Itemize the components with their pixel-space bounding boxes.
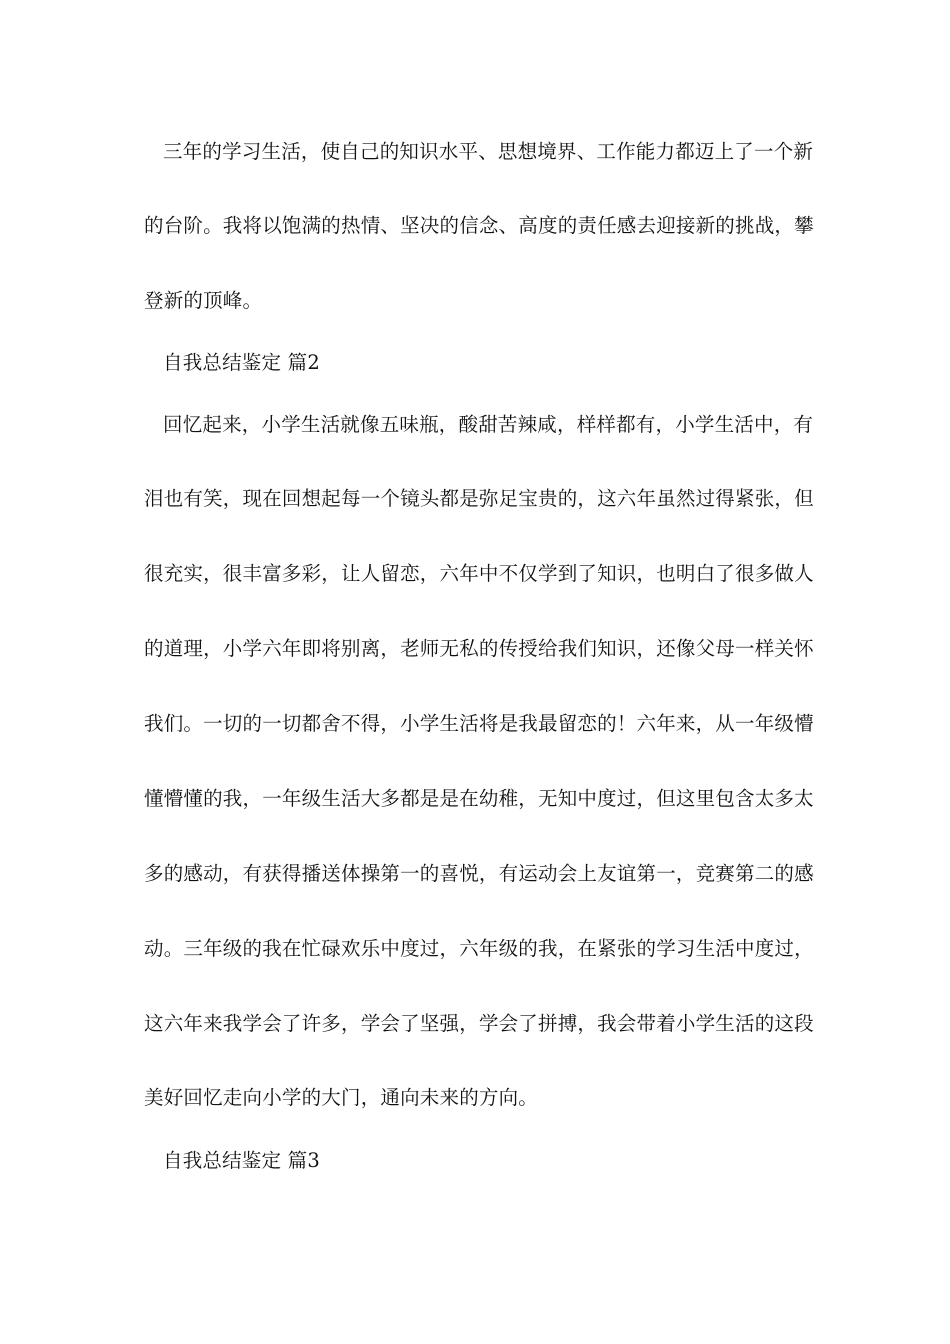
section-heading-3 bbox=[163, 1148, 823, 1174]
paragraph-line: 回忆起来，小学生活就像五味瓶，酸甜苦辣咸，样样都有，小学生活中，有 bbox=[163, 413, 814, 436]
paragraph-line: 多的感动，有获得播送体操第一的喜悦，有运动会上友谊第一，竞赛第二的感 bbox=[144, 862, 814, 885]
paragraph-line: 的台阶。我将以饱满的热情、坚决的信念、高度的责任感去迎接新的挑战，攀 bbox=[144, 214, 814, 237]
paragraph-line: 三年的学习生活，使自己的知识水平、思想境界、工作能力都迈上了一个新 bbox=[163, 140, 814, 163]
heading-title: 自我总结鉴定 bbox=[163, 351, 282, 374]
heading-number: 2 bbox=[307, 351, 320, 374]
paragraph-line: 很充实，很丰富多彩，让人留恋，六年中不仅学到了知识，也明白了很多做人 bbox=[144, 562, 814, 585]
paragraph-line: 动。三年级的我在忙碌欢乐中度过，六年级的我，在紧张的学习生活中度过， bbox=[144, 937, 814, 960]
paragraph-line: 这六年来我学会了许多，学会了坚强，学会了拼搏，我会带着小学生活的这段 bbox=[144, 1012, 814, 1035]
paragraph-line: 的道理，小学六年即将别离，老师无私的传授给我们知识，还像父母一样关怀 bbox=[144, 637, 814, 660]
section-heading-2 bbox=[163, 350, 823, 376]
paragraph-line: 美好回忆走向小学的大门，通向未来的方向。 bbox=[144, 1086, 539, 1109]
heading-label: 篇 bbox=[287, 351, 308, 374]
heading-number: 3 bbox=[307, 1149, 320, 1172]
heading-title: 自我总结鉴定 bbox=[163, 1149, 282, 1172]
paragraph-line: 我们。一切的一切都舍不得，小学生活将是我最留恋的！六年来，从一年级懵 bbox=[144, 712, 814, 735]
paragraph-line: 懂懵懂的我，一年级生活大多都是是在幼稚，无知中度过，但这里包含太多太 bbox=[144, 787, 814, 810]
heading-label: 篇 bbox=[287, 1149, 308, 1172]
paragraph-line: 登新的顶峰。 bbox=[144, 289, 263, 312]
paragraph-line: 泪也有笑，现在回想起每一个镜头都是弥足宝贵的，这六年虽然过得紧张，但 bbox=[144, 487, 814, 510]
